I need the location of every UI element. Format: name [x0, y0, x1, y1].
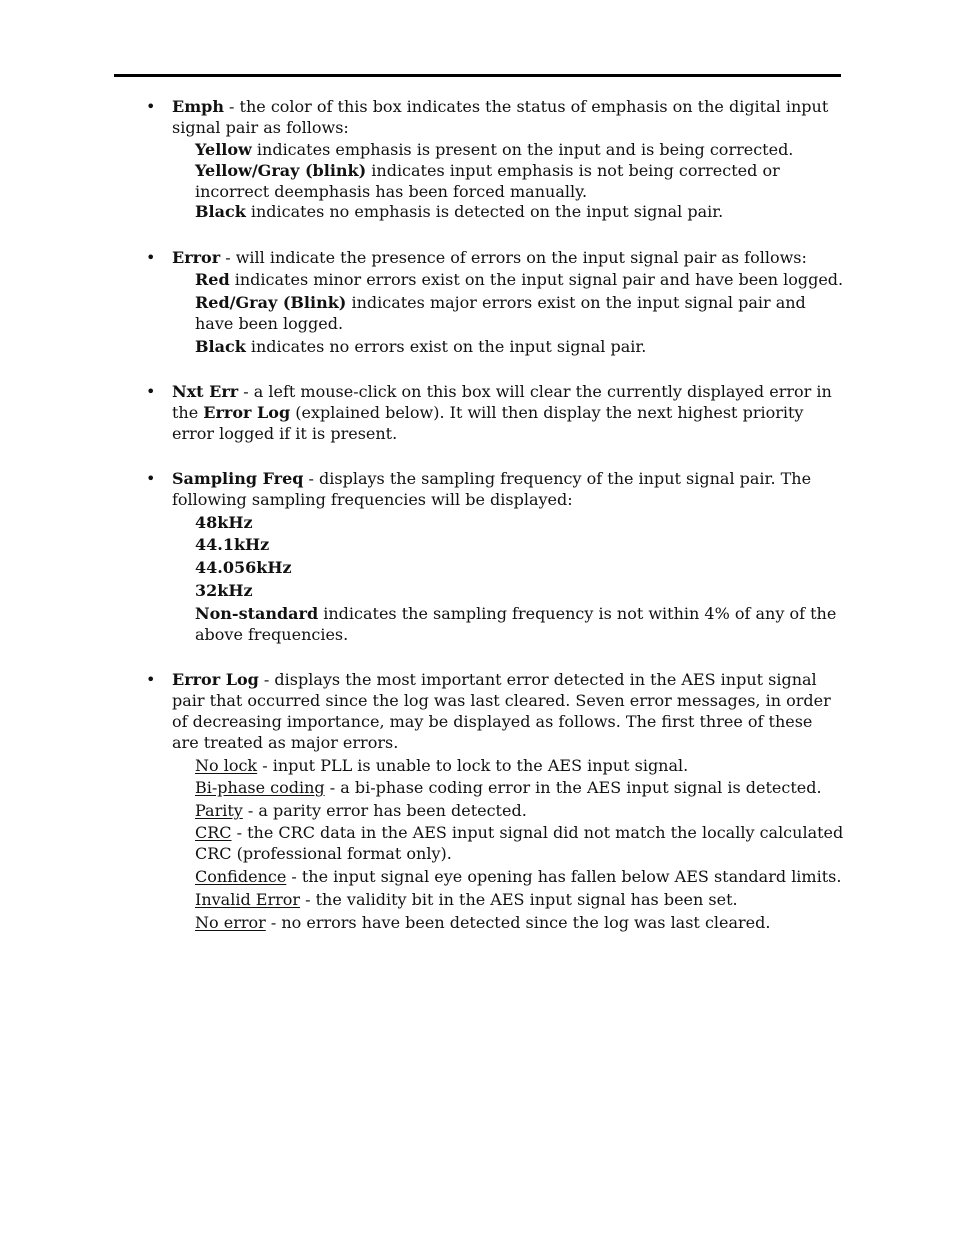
- sub-text: indicates input emphasis is not being corrected or incorrect deemphasis has been forced manually.: [195, 161, 780, 201]
- error-text: - input PLL is unable to lock to the AES input signal.: [257, 756, 689, 775]
- item-text: - will indicate the presence of errors on the input signal pair as follows:: [220, 248, 807, 267]
- error-term: Confidence: [195, 867, 287, 886]
- inline-term: Error Log: [203, 403, 291, 422]
- error-term: No lock: [195, 756, 258, 775]
- error-text: - a parity error has been detected.: [242, 801, 527, 820]
- sub-term: Black: [195, 337, 246, 356]
- error-term: CRC: [195, 823, 232, 842]
- item-paragraph: [172, 669, 844, 753]
- error-text: - a bi-phase coding error in the AES input signal is detected.: [324, 778, 822, 797]
- error-text: - the validity bit in the AES input signal has been set.: [300, 890, 738, 909]
- error-term: Bi-phase coding: [195, 778, 325, 797]
- item-text: - a left mouse-click on this box will clear the currently displayed error in the: [172, 382, 832, 422]
- item-paragraph: [172, 468, 844, 510]
- sub-term: Red: [195, 270, 230, 289]
- item-text: (explained below). It will then display the next highest priority error logged if it is present.: [172, 403, 804, 443]
- item-term: Emph: [172, 97, 224, 116]
- sub-text: indicates no errors exist on the input signal pair.: [245, 337, 647, 356]
- sub-term: Yellow: [195, 140, 252, 159]
- sub-item: [195, 160, 845, 202]
- error-term: Parity: [195, 801, 243, 820]
- item-paragraph: [172, 96, 844, 138]
- sub-item: [195, 603, 845, 645]
- item-paragraph: [172, 381, 844, 444]
- error-message-item: [195, 755, 845, 776]
- error-message-item: [195, 822, 845, 864]
- item-paragraph: [172, 247, 844, 268]
- frequency-value: [195, 512, 845, 533]
- header-rule: [114, 74, 841, 77]
- sub-term: Black: [195, 202, 246, 221]
- frequency-value: [195, 534, 845, 555]
- error-message-item: [195, 889, 845, 910]
- sub-text: indicates major errors exist on the input signal pair and have been logged.: [195, 293, 806, 333]
- item-term: Sampling Freq: [172, 469, 304, 488]
- item-term: Nxt Err: [172, 382, 239, 401]
- sub-item: [195, 139, 845, 160]
- item-text: - the color of this box indicates the status of emphasis on the digital input signal pair as follows:: [172, 97, 829, 137]
- bullet: •: [146, 469, 156, 488]
- sub-term: Yellow/Gray (blink): [195, 161, 367, 180]
- error-text: - no errors have been detected since the log was last cleared.: [265, 913, 771, 932]
- error-text: - the input signal eye opening has fallen below AES standard limits.: [286, 867, 842, 886]
- frequency-label: 44.1kHz: [195, 535, 270, 554]
- error-message-item: [195, 866, 845, 887]
- bullet: •: [146, 670, 156, 689]
- error-message-item: [195, 777, 845, 798]
- bullet: •: [146, 97, 156, 116]
- frequency-label: 32kHz: [195, 581, 253, 600]
- sub-text: indicates minor errors exist on the input signal pair and have been logged.: [229, 270, 844, 289]
- item-term: Error Log: [172, 670, 259, 689]
- error-text: - the CRC data in the AES input signal did not match the locally calculated CRC (professional format only).: [195, 823, 844, 863]
- sub-text: indicates emphasis is present on the input and is being corrected.: [251, 140, 794, 159]
- bullet: •: [146, 248, 156, 267]
- item-text: - displays the most important error detected in the AES input signal pair that occurred since the log was last cleared. Seven error messages, in order of decreasing importance, may be displayed as follows. The first three of these are treated as major errors.: [172, 670, 831, 752]
- sub-term: Non-standard: [195, 604, 319, 623]
- bullet: •: [146, 382, 156, 401]
- item-term: Error: [172, 248, 221, 267]
- error-message-item: [195, 912, 845, 933]
- sub-item: [195, 292, 845, 334]
- sub-text: indicates the sampling frequency is not within 4% of any of the above frequencies.: [195, 604, 837, 644]
- frequency-label: 48kHz: [195, 513, 253, 532]
- frequency-label: 44.056kHz: [195, 558, 292, 577]
- sub-item: [195, 201, 845, 222]
- sub-item: [195, 336, 845, 357]
- error-message-item: [195, 800, 845, 821]
- sub-item: [195, 269, 845, 290]
- error-term: Invalid Error: [195, 890, 301, 909]
- frequency-value: [195, 557, 845, 578]
- item-text: - displays the sampling frequency of the input signal pair. The following sampling frequencies will be displayed:: [172, 469, 812, 509]
- error-term: No error: [195, 913, 266, 932]
- sub-text: indicates no emphasis is detected on the input signal pair.: [245, 202, 724, 221]
- sub-term: Red/Gray (Blink): [195, 293, 347, 312]
- frequency-value: [195, 580, 845, 601]
